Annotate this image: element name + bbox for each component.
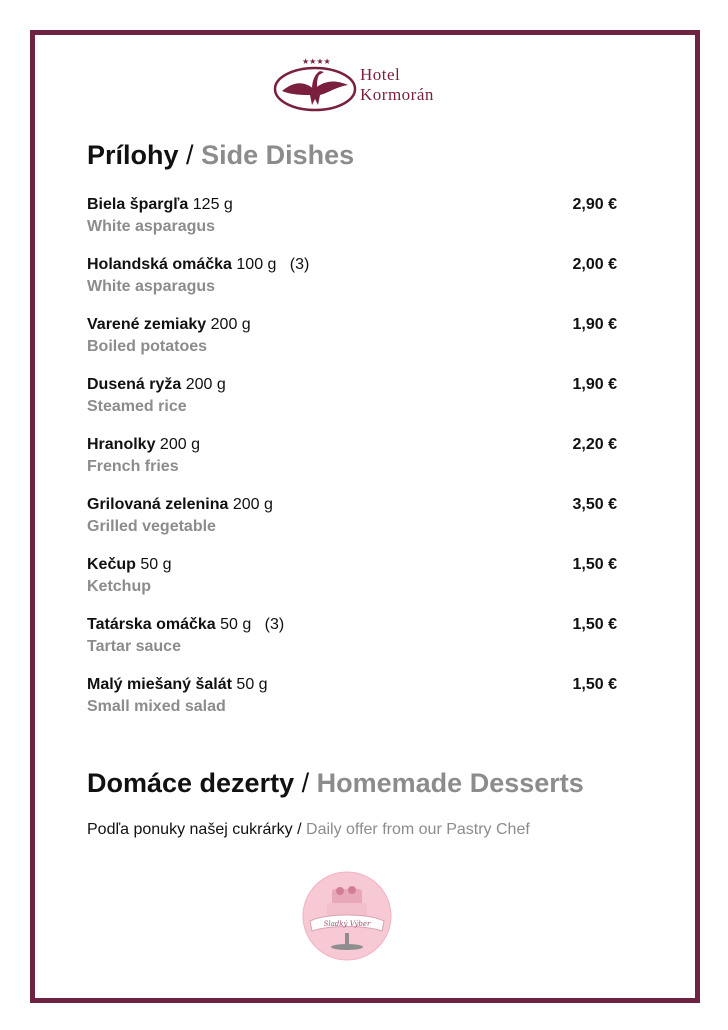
hotel-logo <box>272 55 482 115</box>
desserts-title-sk: Domáce dezerty <box>87 768 295 798</box>
menu-page-frame <box>30 30 700 1003</box>
side-dishes-title-en: Side Dishes <box>201 140 355 170</box>
menu-item-hranolky <box>87 435 617 495</box>
desserts-note-sk: Podľa ponuky našej cukrárky / <box>87 821 302 838</box>
cormorant-logo-icon <box>272 55 358 115</box>
menu-item-varene-zemiaky <box>87 315 617 375</box>
item-name-en: Ketchup <box>87 578 151 595</box>
cake-stand-icon <box>302 871 392 961</box>
menu-item-dusena-ryza <box>87 375 617 435</box>
item-weight: 200 g <box>232 496 273 513</box>
item-name-en: Grilled vegetable <box>87 518 216 535</box>
item-name: Hranolky <box>87 436 156 453</box>
hotel-name-line2: Kormorán <box>360 85 434 104</box>
desserts-note-en: Daily offer from our Pastry Chef <box>306 821 530 838</box>
menu-item-holandska-omacka <box>87 255 617 315</box>
hotel-name <box>360 65 434 105</box>
item-name-en: Tartar sauce <box>87 638 181 655</box>
desserts-title-en: Homemade Desserts <box>316 768 584 798</box>
logo-stars: ★★★★ <box>302 57 331 66</box>
item-price: 3,50 € <box>572 496 617 513</box>
item-weight: 50 g <box>236 676 268 693</box>
item-weight: 200 g <box>159 436 200 453</box>
item-name: Biela špargľa <box>87 196 189 213</box>
item-price: 1,50 € <box>572 556 617 573</box>
item-weight: 125 g <box>192 196 233 213</box>
item-name: Kečup <box>87 556 136 573</box>
item-price: 2,90 € <box>572 196 617 213</box>
side-dishes-list <box>87 195 617 735</box>
item-name: Tatárska omáčka <box>87 616 216 633</box>
item-price: 1,90 € <box>572 316 617 333</box>
menu-item-grilovana-zelenina <box>87 495 617 555</box>
item-name-en: Boiled potatoes <box>87 338 208 355</box>
menu-item-tatarska-omacka <box>87 615 617 675</box>
item-name-en: White asparagus <box>87 278 216 295</box>
desserts-note <box>87 821 530 839</box>
side-dishes-title <box>87 140 354 171</box>
item-name: Dusená ryža <box>87 376 182 393</box>
item-weight: 50 g <box>140 556 172 573</box>
menu-item-biela-spargla <box>87 195 617 255</box>
badge-text: Sladký Výber <box>323 920 371 928</box>
item-allergens: (3) <box>289 256 310 273</box>
item-name-en: White asparagus <box>87 218 216 235</box>
side-dishes-title-sk: Prílohy <box>87 140 179 170</box>
item-weight: 200 g <box>185 376 226 393</box>
title-separator: / <box>186 140 194 170</box>
item-weight: 50 g <box>220 616 252 633</box>
menu-item-kecup <box>87 555 617 615</box>
item-price: 1,50 € <box>572 676 617 693</box>
hotel-name-line1: Hotel <box>360 65 401 84</box>
item-name-en: Small mixed salad <box>87 698 226 715</box>
item-price: 2,00 € <box>572 256 617 273</box>
title-separator: / <box>301 768 310 798</box>
menu-item-maly-miesany-salat <box>87 675 617 735</box>
item-name: Grilovaná zelenina <box>87 496 229 513</box>
item-name: Holandská omáčka <box>87 256 232 273</box>
desserts-title <box>87 768 584 799</box>
item-allergens: (3) <box>264 616 285 633</box>
item-weight: 200 g <box>210 316 251 333</box>
item-weight: 100 g <box>236 256 277 273</box>
item-name: Malý miešaný šalát <box>87 676 232 693</box>
pastry-badge <box>302 871 392 961</box>
item-name: Varené zemiaky <box>87 316 207 333</box>
item-name-en: French fries <box>87 458 179 475</box>
item-name-en: Steamed rice <box>87 398 187 415</box>
item-price: 1,50 € <box>572 616 617 633</box>
item-price: 2,20 € <box>572 436 617 453</box>
item-price: 1,90 € <box>572 376 617 393</box>
